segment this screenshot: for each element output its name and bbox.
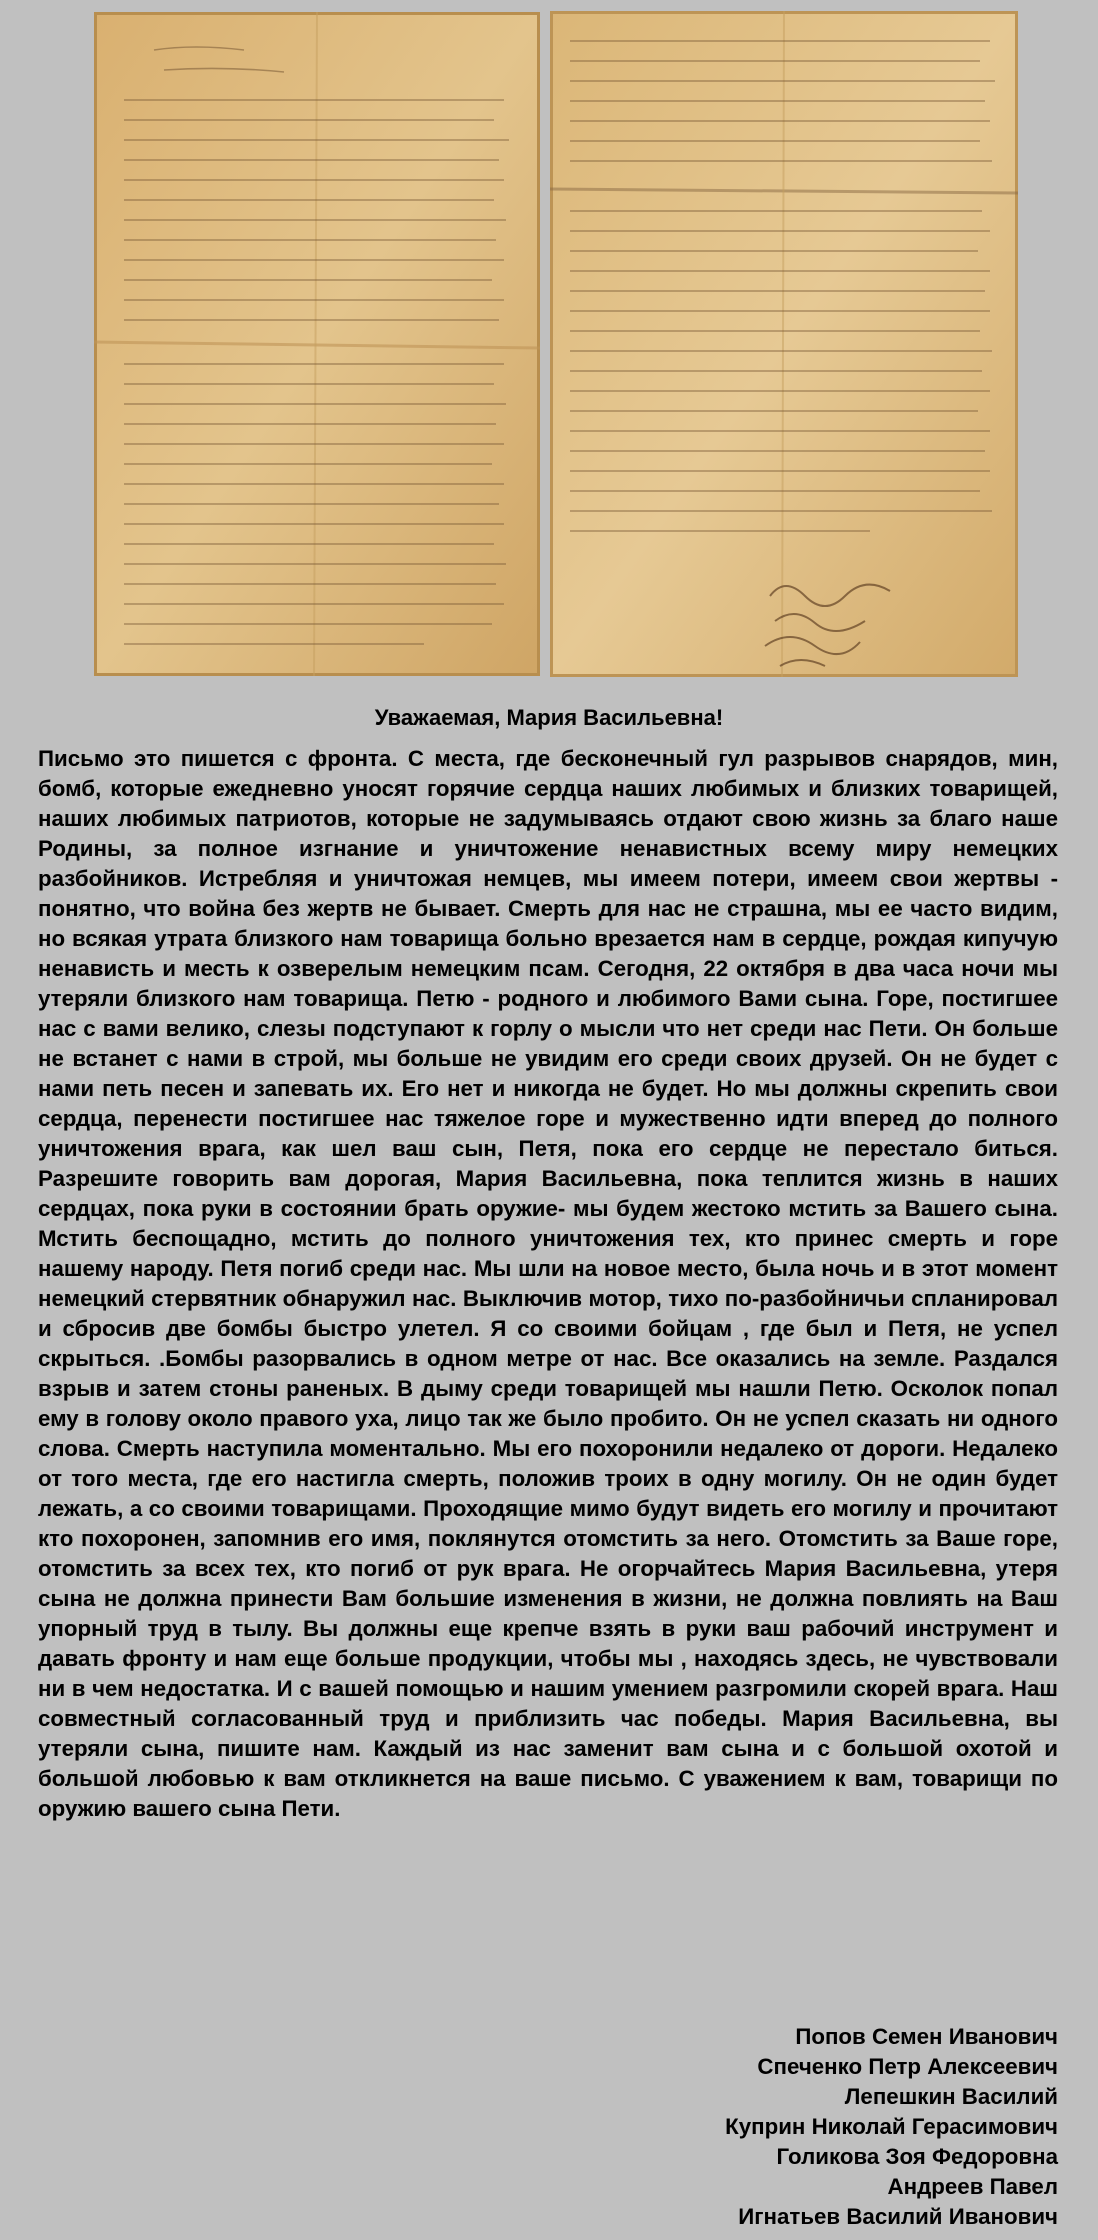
signature-list [458,2022,1058,2232]
letter-photo-page-1 [94,12,540,676]
letter-salutation: Уважаемая, Мария Васильевна! [374,705,724,730]
signature-name: Голикова Зоя Федоровна [776,2144,1058,2169]
letter-photo-page-2 [550,11,1018,677]
signature-name: Попов Семен Иванович [795,2024,1058,2049]
signature-name: Игнатьев Василий Иванович [738,2204,1058,2229]
letter-body: Письмо это пишется с фронта. С места, где бесконечный гул разрывов снарядов, мин, бомб, которые ежедневно уносят горячие сердца наших любимых и близких товарищей, наших любимых патриотов, которые не задумываясь отдают свою жизнь за благо наше Родины, за полное изгнание и уничтожение ненавистных всему миру немецких разбойников. Истребляя и уничтожая немцев, мы имеем потери, имеем свои жертвы - понятно, что война без жертв не бывает. Смерть для нас не страшна, мы ее часто видим, но всякая утрата близкого нам товарища больно врезается нам в сердце, рождая кипучую ненависть и месть к озверелым немецким псам. Сегодня, 22 октября в два часа ночи мы утеряли близкого нам товарища. Петю - родного и любимого Вами сына. Горе, постигшее нас с вами велико, слезы подступают к горлу о мысли что нет среди нас Пети. Он больше не встанет с нами в строй, мы больше не увидим его среди своих друзей. Он не будет с нами петь песен и запевать их. Его нет и никогда не будет. Но мы должны скрепить свои сердца, перенести постигшее нас тяжелое горе и мужественно идти вперед до полного уничтожения врага, как шел ваш сын, Петя, пока его сердце не перестало биться. Разрешите говорить вам дорогая, Мария Васильевна, пока теплится жизнь в наших сердцах, пока руки в состоянии брать оружие- мы будем жестоко мстить за Вашего сына. Мстить беспощадно, мстить до полного уничтожения тех, кто принес смерть и горе нашему народу. Петя погиб среди нас. Мы шли на новое место, была ночь и в этот момент немецкий стервятник обнаружил нас. Выключив мотор, тихо по-разбойничьи спланировал и сбросив две бомбы быстро улетел. Я со своими бойцам , где был и Петя, не успел скрыться. .Бомбы разорвались в одном метре от нас. Все оказались на земле. Раздался взрыв и затем стоны раненых. В дыму среди товарищей мы нашли Петю. Осколок попал ему в голову около правого уха, лицо так же было пробито. Он не успел сказать ни одного слова. Смерть наступила моментально. Мы его похоронили недалеко от дороги. Недалеко от того места, где его настигла смерть, положив троих в одну могилу. Он не один будет лежать, а со своими товарищами. Проходящие мимо будут видеть его могилу и прочитают кто похоронен, запомнив его имя, поклянутся отомстить за него. Отомстить за Ваше горе, отомстить за всех тех, кто погиб от рук врага. Не огорчайтесь Мария Васильевна, утеря сына не должна принести Вам большие изменения в жизни, не должна повлиять на Ваш упорный труд в тылу. Вы должны еще крепче взять в руки ваш рабочий инструмент и давать фронту и нам еще больше продукции, чтобы мы , находясь здесь, не чувствовали ни в чем недостатка. И с вашей помощью и нашим умением разгромили скорей врага. Наш совместный согласованный труд и приблизить час победы. Мария Васильевна, вы утеряли сына, пишите нам. Каждый из нас заменит вам сына и с большой охотой и большой любовью к вам откликнется на ваше письмо. С уважением к вам, товарищи по оружию вашего сына Пети. [38,746,1058,1821]
letter-photos [94,12,1018,676]
signature-name: Лепешкин Василий [844,2084,1058,2109]
signature-name: Андреев Павел [887,2174,1058,2199]
signature-name: Куприн Николай Герасимович [725,2114,1058,2139]
signature-name: Спеченко Петр Алексеевич [757,2054,1058,2079]
